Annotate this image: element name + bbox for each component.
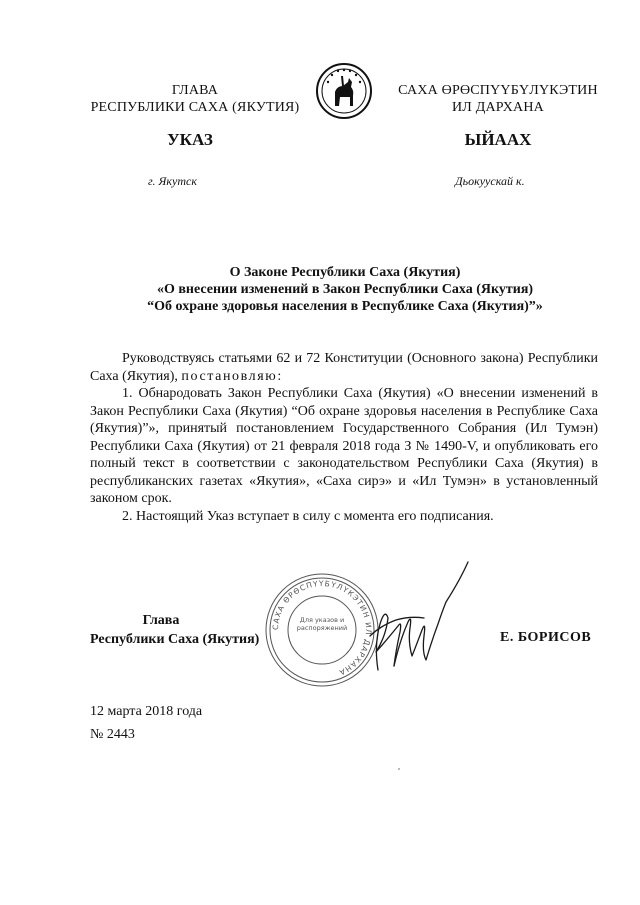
signatory-name: Е. БОРИСОВ (500, 630, 592, 645)
decree-date: 12 марта 2018 года (90, 704, 203, 719)
header-left (80, 82, 310, 116)
item-2: 2. Настоящий Указ вступает в силу с момента его подписания. (122, 508, 494, 524)
signatory-title-line2: Республики Саха (Якутия) (90, 632, 260, 647)
header-left-line1: ГЛАВА (171, 83, 219, 98)
intro-paragraph (90, 350, 598, 385)
document-title (90, 264, 600, 315)
item-1: 1. Обнародовать Закон Республики Саха (Якутия) «О внесении изменений в Закон Республики Саха (Якутия) “Об охране здоровья населения в Республике Саха (Якутия)”», принятый постановлением Государственного Собрания (Ил Тумэн) Республики Саха (Якутия) от 21 февраля 2018 года З № 1490-V, и опубликовать его полный текст в соответствии с законодательством Республики Саха (Якутия) в республиканских газетах «Якутия», «Саха сирэ» и «Ил Тумэн» в установленный законом срок. (90, 386, 598, 506)
decree-number: № 2443 (90, 727, 135, 742)
header-right-line1: САХА ӨРӨСПҮҮБҮЛҮКЭТИН (398, 83, 598, 98)
signatory-title-line1: Глава (142, 613, 180, 628)
title-line-1: О Законе Республики Саха (Якутия) (229, 265, 461, 280)
city-sakha: Дьокуускай к. (455, 174, 525, 188)
intro-text: Руководствуясь статьями 62 и 72 Конституции (Основного закона) Республики Саха (Якутия), (90, 351, 598, 384)
scan-speck (398, 768, 400, 770)
document-body (90, 350, 598, 525)
title-line-3: “Об охране здоровья населения в Республике Саха (Якутия)”» (147, 299, 543, 314)
seal-ring-text: САХА ӨРӨСПҮҮБҮЛҮКЭТИН ИЛ ДАРХАНА (270, 578, 374, 678)
header-right (392, 82, 604, 116)
signatory-title (90, 611, 280, 649)
postanovlyayu: постановляю: (181, 368, 283, 384)
decree-title-ru: УКАЗ (167, 130, 213, 149)
emblem-icon (315, 62, 373, 120)
header-right-line2: ИЛ ДАРХАНА (451, 100, 544, 115)
title-line-2: «О внесении изменений в Закон Республики Саха (Якутия) (156, 282, 534, 297)
header-left-line2: РЕСПУБЛИКИ САХА (ЯКУТИЯ) (90, 100, 300, 115)
decree-title-sakha: ЫЙААХ (464, 130, 532, 149)
seal-center-text: Для указов и распоряжений (296, 616, 348, 632)
handwritten-signature (350, 560, 470, 690)
city-ru: г. Якутск (148, 174, 197, 188)
